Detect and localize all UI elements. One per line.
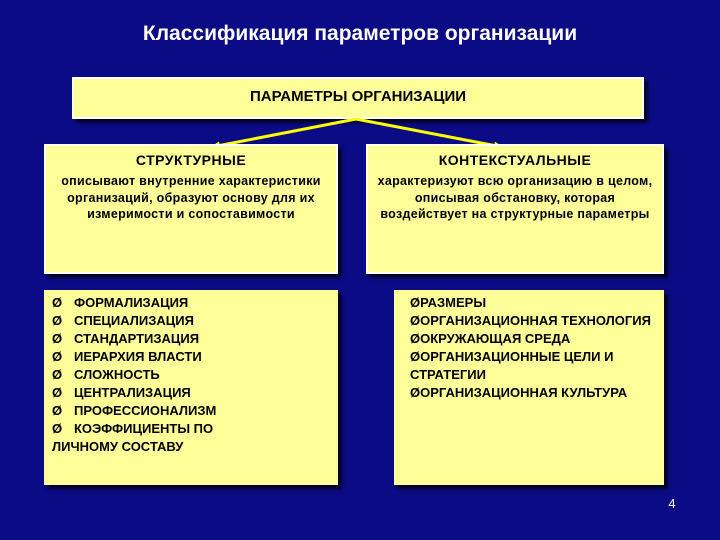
bullet-arrow-icon: Ø [52, 421, 63, 436]
arrow-to-structural [212, 119, 356, 147]
list-item: Ø СЛОЖНОСТЬ [52, 367, 160, 382]
contextual-description: характеризуют всю организацию в целом, описывая обстановку, которая воздействует на структурные параметры [377, 174, 653, 221]
arrow-to-contextual [356, 119, 502, 147]
bullet-arrow-icon: Ø [52, 385, 63, 400]
bullet-arrow-icon: Ø [52, 295, 63, 310]
structural-description: описывают внутренние характеристики организаций, образуют основу для их измеримости и сопоставимости [61, 174, 321, 221]
list-item: Ø ПРОФЕССИОНАЛИЗМ [52, 403, 217, 418]
root-parameters-label: ПАРАМЕТРЫ ОРГАНИЗАЦИИ [249, 88, 467, 105]
bullet-arrow-icon: Ø [410, 385, 421, 400]
bullet-arrow-icon: Ø [52, 349, 63, 364]
list-item: Ø ЦЕНТРАЛИЗАЦИЯ [52, 385, 191, 400]
list-item: ØОРГАНИЗАЦИОННЫЕ ЦЕЛИ И СТРАТЕГИИ [410, 349, 614, 382]
bullet-arrow-icon: Ø [52, 403, 63, 418]
bullet-arrow-icon: Ø [52, 331, 63, 346]
list-item: Ø КОЭФФИЦИЕНТЫ ПО [52, 421, 214, 436]
bullet-arrow-icon: Ø [410, 349, 421, 364]
structural-parameters-box [44, 144, 338, 274]
bullet-arrow-icon: Ø [410, 295, 421, 310]
bullet-arrow-icon: Ø [410, 313, 421, 328]
contextual-items-box [394, 290, 664, 485]
contextual-heading: КОНТЕКСТУАЛЬНЫЕ [438, 152, 592, 168]
list-item-continuation: ЛИЧНОМУ СОСТАВУ [52, 439, 184, 454]
list-item: ØОРГАНИЗАЦИОННАЯ ТЕХНОЛОГИЯ [410, 313, 651, 328]
list-item: ØОРГАНИЗАЦИОННАЯ КУЛЬТУРА [410, 385, 628, 400]
structural-items-box [44, 290, 338, 485]
slide-title: Классификация параметров организации [142, 22, 578, 45]
structural-heading: СТРУКТУРНЫЕ [135, 152, 247, 168]
list-item: Ø ИЕРАРХИЯ ВЛАСТИ [52, 349, 202, 364]
page-number: 4 [668, 496, 676, 511]
bullet-arrow-icon: Ø [52, 313, 63, 328]
bullet-arrow-icon: Ø [410, 331, 421, 346]
list-item: Ø СТАНДАРТИЗАЦИЯ [52, 331, 200, 346]
list-item: ØОКРУЖАЮЩАЯ СРЕДА [410, 331, 571, 346]
list-item: Ø ФОРМАЛИЗАЦИЯ [52, 295, 189, 310]
list-item: ØРАЗМЕРЫ [410, 295, 487, 310]
bullet-arrow-icon: Ø [52, 367, 63, 382]
contextual-parameters-box [366, 144, 664, 274]
list-item: Ø СПЕЦИАЛИЗАЦИЯ [52, 313, 194, 328]
